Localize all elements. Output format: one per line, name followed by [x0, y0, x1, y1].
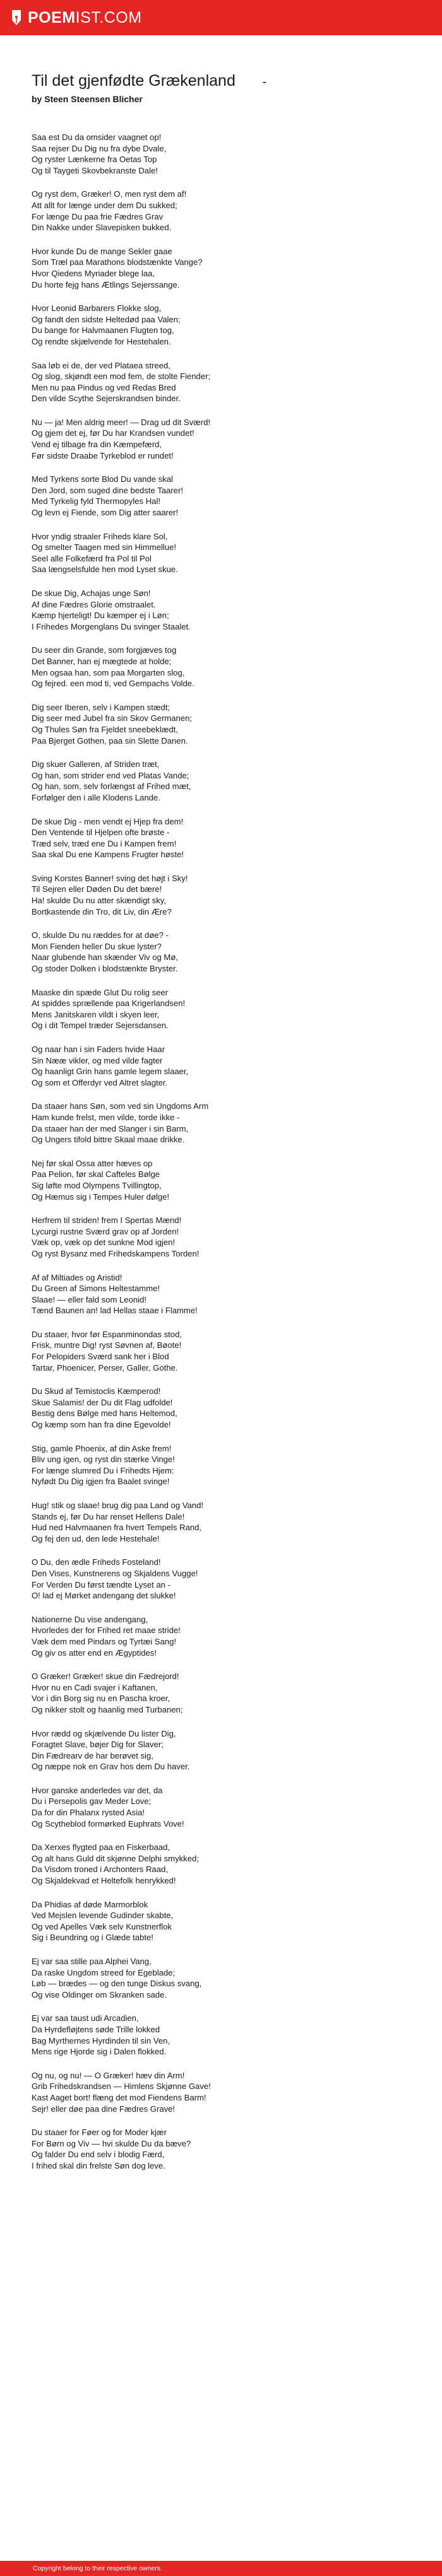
poem-line: Og som et Offerdyr ved Altret slagter. — [32, 1077, 168, 1087]
poem-line: Løb — brædes — og den tunge Diskus svang, — [32, 1979, 202, 1989]
poem-line: Kast Aaget bort! flæng det mod Fiendens Barm! — [32, 2092, 206, 2102]
poem-line: For Børn og Viv — hvi skulde Du da bæve? — [32, 2138, 191, 2148]
stanza — [32, 1443, 442, 1487]
poem-line: Og alt hans Guld dit skjønne Delphi smykked; — [32, 1853, 199, 1863]
poem-line: Paa Bjerget Gothen, paa sin Slette Danen. — [32, 735, 188, 746]
pen-nib-icon — [11, 9, 21, 26]
poem-line: De skue Dig, Achajas unge Søn! — [32, 588, 151, 598]
poem-line: Bag Myrthernes Hyrdinden til sin Ven, — [32, 2035, 170, 2046]
poem-line: Ha! skulde Du nu atter skændigt sky, — [32, 896, 166, 906]
poem-line: Du staaer for Føer og for Moder kjær — [32, 2128, 167, 2138]
poem-line: Kæmp hjerteligt! Du kæmper ej i Løn; — [32, 611, 169, 621]
poem-line: Da Phidias af døde Marmorblok — [32, 1899, 148, 1909]
poem-line: Væk dem med Pindars og Tyrtæi Sang! — [32, 1636, 177, 1646]
poem-line: Nationerne Du vise andengang, — [32, 1614, 148, 1624]
poem-line: Og smelter Taagen med sin Himmellue! — [32, 542, 176, 553]
poem-line: Ej var saa taust udi Arcadien, — [32, 2013, 139, 2023]
poem-line: Hug! stik og slaae! brug dig paa Land og Vand! — [32, 1501, 204, 1510]
poem-line: Og haanligt Grin hans gamle legem slaaer, — [32, 1067, 189, 1077]
poem-line: For længe slumred Du i Frihedts Hjem: — [32, 1465, 174, 1475]
poem-line: I Frihedes Morgenglans Du svinger Staalet. — [32, 621, 191, 631]
stanza — [32, 645, 442, 689]
stanza — [32, 360, 442, 404]
poem-line: Mens rige Hjorde sig i Dalen flokked. — [32, 2047, 167, 2057]
stanza — [32, 1272, 442, 1316]
poem-line: Og fejred. een mod ti, ved Gempachs Volde. — [32, 679, 194, 689]
poem-line: Skue Salamis! der Du dit Flag udfolde! — [32, 1397, 173, 1407]
poem-line: O Græker! Græker! skue din Fædrejord! — [32, 1671, 179, 1682]
poem-line: Med Tyrkelig fyld Thermopyles Hal! — [32, 496, 161, 506]
stanza — [32, 1785, 442, 1829]
poem-line: Din Fædrearv de har berøvet sig, — [32, 1750, 153, 1760]
poem-line: I frihed skal din frelste Søn dog leve. — [32, 2160, 165, 2170]
poem-line: Du bange for Halvmaanen Flugten tog, — [32, 325, 174, 336]
poem-container — [0, 72, 442, 2172]
stanza — [32, 1329, 442, 1373]
poem-line: Dig skuer Galleren, af Striden træt, — [32, 759, 160, 770]
stanza — [32, 759, 442, 803]
stanza — [32, 1842, 442, 1886]
poem-line: For Pelopiders Sværd sank her i Blod — [32, 1352, 169, 1362]
poem-line: Og slog, skjøndt een mod fem, de stolte Fiender; — [32, 372, 211, 382]
poem-line: Hvor rædd og skjælvende Du lister Dig, — [32, 1728, 176, 1738]
poem-line: Din Nakke under Slavepisken bukked. — [32, 223, 172, 233]
poem-line: Hvor yndig straaler Friheds klare Sol, — [32, 531, 168, 541]
poem-line: Og Thules Søn fra Fjeldet sneebeklædt, — [32, 724, 178, 734]
stanza — [32, 1614, 442, 1658]
poem-line: Af af Miltiades og Aristid! — [32, 1272, 122, 1282]
stanza — [32, 1215, 442, 1259]
poem-line: Og stoder Dolken i blodstænkte Bryster. — [32, 964, 178, 974]
poem-line: Og Skjaldekvad et Heltefolk henrykked! — [32, 1876, 176, 1886]
stanza — [32, 1500, 442, 1544]
poem-line: Sin Nææ vikler, og med vilde fagter — [32, 1055, 163, 1065]
poem-line: Og nu, og nu! — O Græker! hæv din Arm! — [32, 2070, 185, 2080]
stanza — [32, 189, 442, 233]
poem-line: Stands ej, før Du har renset Hellens Dale! — [32, 1511, 185, 1521]
poem-line: Saa længselsfulde hen mod Lyset skue. — [32, 565, 178, 575]
poem-line: Da staaer han der med Slanger i sin Barm, — [32, 1123, 189, 1133]
poem-line: Og Hæmus sig i Tempes Huler dølge! — [32, 1191, 170, 1202]
stanza — [32, 474, 442, 518]
poem-line: Nu — ja! Men aldrig meer! — Drag ud dit Sværd! — [32, 417, 211, 427]
logo-bold: POEM — [28, 8, 76, 26]
poem-line: Og i dit Tempel træder Sejersdansen. — [32, 1021, 169, 1031]
poem-line: Du seer din Grande, som forgjæves tog — [32, 645, 177, 655]
poem-line: Og fandt den sidste Heltedød paa Valen; — [32, 314, 181, 324]
poem-line: Som Træl paa Marathons blodstænkte Vange? — [32, 257, 203, 267]
poem-line: Hvor Leonid Barbarers Flokke slog, — [32, 303, 162, 313]
poem-line: Og gjem det ej, før Du har Krandsen vundet! — [32, 428, 194, 438]
stanza — [32, 2127, 442, 2171]
poem-line: Og nikker stolt og haanlig med Turbanen; — [32, 1704, 183, 1714]
poem-line: Mon Fienden heller Du skue lyster? — [32, 941, 162, 951]
poem-line: Den Vises, Kunstnerens og Skjaldens Vugge! — [32, 1568, 198, 1578]
poem-line: Hvor Qiedens Myriader blege laa, — [32, 268, 155, 278]
poem-line: Vor i din Borg sig nu en Pascha kroer, — [32, 1694, 170, 1704]
poem-line: Da raske Ungdom streed for Egeblade; — [32, 1967, 176, 1977]
poem-line: Saa est Du da omsider vaagnet op! — [32, 132, 162, 142]
stanza — [32, 1956, 442, 2000]
poem-line: Seel alle Folkefærd fra Pol til Pol — [32, 553, 152, 563]
poem-line: Men nu paa Pindus og ved Redas Bred — [32, 382, 176, 392]
poem-line: Sig løfte mod Olympens Tvillingtop, — [32, 1180, 162, 1190]
poem-line: At spiddes sprællende paa Krigerlandsen! — [32, 998, 186, 1009]
by-label: by — [32, 94, 42, 104]
poem-line: Ved Mejslen levende Gudinder skabte, — [32, 1911, 174, 1921]
poem-line: Den vilde Scythe Sejerskrandsen binder. — [32, 394, 181, 404]
poem-line: Og ryst Bysanz med Frihedskampens Torden! — [32, 1248, 200, 1258]
stanza — [32, 1728, 442, 1772]
poem-title: Til det gjenfødte Grækenland — [32, 72, 236, 90]
poem-line: Og falder Du end selv i blodig Færd, — [32, 2150, 165, 2160]
poem-line: Sig i Beundring og i Glæde tabte! — [32, 1933, 153, 1943]
stanza — [32, 1386, 442, 1430]
poem-line: Og næppe nok en Grav hos dem Du haver. — [32, 1762, 190, 1772]
poem-line: Ej var saa stille paa Alphei Vang, — [32, 1957, 152, 1966]
stanza — [32, 1557, 442, 1601]
copyright-text: Copyright belong to their respective owners. — [33, 2565, 162, 2572]
poem-line: Du horte fejg hans Ætlings Sejerssange. — [32, 279, 180, 290]
poem-line: Men ogsaa han, som paa Morgarten slog, — [32, 667, 185, 677]
poem-line: O Du, den ædle Friheds Fosteland! — [32, 1557, 161, 1567]
poem-line: O, skulde Du nu ræddes for at døe? - — [32, 930, 169, 940]
stanza — [32, 1899, 442, 1943]
poem-line: Foragtet Slave, bøjer Dig for Slaver; — [32, 1740, 164, 1750]
poem-line: Hvorledes der for Frihed ret maae stride! — [32, 1625, 181, 1636]
poem-line: Dig seer med Jubel fra sin Skov Germanen; — [32, 713, 192, 723]
footer — [0, 2561, 442, 2576]
site-logo-text — [28, 9, 142, 27]
stanza — [32, 1044, 442, 1088]
stanza — [32, 2070, 442, 2114]
top-bar — [0, 0, 442, 35]
poem-line: Dig seer Iberen, selv i Kampen stædt; — [32, 702, 170, 712]
poem-line: Og levn ej Fiende, som Dig atter saarer! — [32, 508, 179, 518]
poem-line: Til Sejren eller Døden Du det bære! — [32, 884, 162, 894]
poem-line: Og rendte skjælvende for Hestehalen. — [32, 336, 171, 346]
poem-line: Hvor kunde Du de mange Sekler gaae — [32, 246, 172, 256]
poem-line: Af dine Fædres Glorie omstraalet. — [32, 599, 156, 609]
poem-line: Stig, gamle Phoenix, af din Aske frem! — [32, 1443, 172, 1453]
poem-line: Træd selv, træd ene Du i Kampen frem! — [32, 838, 177, 848]
poem-line: Og naar han i sin Faders hvide Haar — [32, 1045, 165, 1054]
poem-line: Da Xerxes flygted paa en Fiskerbaad, — [32, 1842, 170, 1853]
stanza — [32, 132, 442, 176]
poem-line: Du Skud af Temistoclis Kæmperod! — [32, 1386, 161, 1396]
poem-line: Frisk, muntre Dig! ryst Søvnen af, Bøote! — [32, 1340, 182, 1350]
poem-line: Nyfødt Du Dig igjen fra Baalet svinge! — [32, 1477, 170, 1487]
poem-line: Vend ej tilbage fra din Kæmpefærd, — [32, 440, 162, 450]
poem-line: Og ryst dem, Græker! O, men ryst dem af! — [32, 189, 187, 199]
poem-line: Den Jord, som suged dine bedste Taarer! — [32, 485, 183, 495]
poem-line: Da Visdom troned i Archonters Raad, — [32, 1865, 168, 1875]
poem-line: Hvor nu en Cadi svajer i Kaftanen, — [32, 1682, 158, 1692]
poem-line: De skue Dig - men vendt ej Hjep fra dem! — [32, 816, 184, 826]
poem-line: For Verden Du først tændte Lyset an - — [32, 1579, 171, 1590]
author-name[interactable]: Steen Steensen Blicher — [44, 94, 143, 104]
poem-line: Og giv os atter end en Ægyptides! — [32, 1648, 157, 1658]
title-row — [32, 72, 266, 90]
poem-line: Nej før skal Ossa atter hæves op — [32, 1158, 153, 1168]
poem-line: Saa skal Du ene Kampens Frugter høste! — [32, 850, 184, 860]
poem-line: Slaae! — eller fald som Leonid! — [32, 1294, 146, 1304]
poem-line: Saa rejser Du Dig nu fra dybe Dvale, — [32, 143, 167, 153]
poem-line: Forfølger den i alle Klodens Lande. — [32, 792, 160, 802]
poem-line: Det Banner, han ej mægtede at holde; — [32, 656, 172, 666]
stanza — [32, 930, 442, 974]
stanza — [32, 303, 442, 347]
title-suffix: - — [262, 75, 266, 89]
poem-line: Og fej den ud, den lede Hestehale! — [32, 1533, 160, 1543]
poem-line: Maaske din spæde Glut Du rolig seer — [32, 987, 169, 997]
poem-line: Paa Pelion, før skal Cafteles Bølge — [32, 1169, 160, 1180]
site-logo[interactable] — [11, 9, 142, 27]
poem-line: Og Scytheblod formørked Euphrats Vove! — [32, 1818, 184, 1829]
poem-line: Hvor ganske anderledes var det, da — [32, 1785, 163, 1795]
poem-line: Før sidste Draabe Tyrkeblod er rundet! — [32, 450, 174, 460]
poem-body — [32, 132, 442, 2172]
poem-line: Herfrem til striden! frem I Spertas Mænd! — [32, 1215, 182, 1226]
stanza — [32, 816, 442, 860]
poem-line: O! lad ej Mørket andengang det slukke! — [32, 1591, 176, 1601]
poem-line: Da Hyrdefløjtens søde Trille lokked — [32, 2024, 160, 2034]
poem-line: Ham kunde frelst, men vilde, torde ikke - — [32, 1112, 180, 1122]
poem-line: Du staaer, hvor før Espanminondas stod, — [32, 1329, 182, 1339]
poem-line: Grib Frihedskrandsen — Himlens Skjønne Gave! — [32, 2081, 211, 2092]
poem-line: Saa løb ei de, der ved Plataea streed, — [32, 360, 170, 370]
byline — [32, 94, 442, 104]
logo-light: IST.COM — [75, 8, 142, 26]
stanza — [32, 588, 442, 632]
stanza — [32, 1101, 442, 1145]
poem-line: Mens Janitskaren vildt i skyen leer, — [32, 1009, 160, 1019]
stanza — [32, 2013, 442, 2057]
poem-line: Bortkastende din Tro, dit Liv, din Ære? — [32, 906, 172, 916]
poem-line: Da staaer hans Søn, som ved sin Ungdoms Arm — [32, 1101, 209, 1111]
stanza — [32, 531, 442, 575]
poem-line: Og ved Apelles Væk selv Kunstnerflok — [32, 1921, 172, 1931]
poem-line: Naar glubende han skænder Viv og Mø, — [32, 952, 178, 963]
stanza — [32, 246, 442, 290]
stanza — [32, 1671, 442, 1715]
poem-line: Den Ventende til Hjelpen ofte brøste - — [32, 828, 170, 838]
poem-line: Sving Korstes Banner! sving det højt i Sky! — [32, 873, 188, 883]
poem-line: Med Tyrkens sorte Blod Du vande skal — [32, 474, 173, 484]
stanza — [32, 417, 442, 461]
poem-line: Du Green af Simons Heltestamme! — [32, 1284, 160, 1294]
poem-line: Att allt for længe under dem Du sukked; — [32, 200, 177, 210]
poem-line: Og kæmp som han fra dine Egevolde! — [32, 1420, 171, 1430]
stanza — [32, 873, 442, 917]
stanza — [32, 987, 442, 1031]
poem-line: Bestig dens Bølge med hans Heltemod, — [32, 1408, 177, 1419]
poem-line: Og han, som strider end ved Platas Vande; — [32, 770, 189, 780]
poem-line: Og han, som, selv forlængst af Frihed mæt, — [32, 782, 191, 792]
poem-line: For længe Du paa frie Fædres Grav — [32, 211, 164, 221]
poem-line: Da for din Phalanx rysted Asia! — [32, 1808, 145, 1818]
poem-line: Tartar, Phoenicer, Perser, Galler, Gothe. — [32, 1362, 178, 1373]
poem-line: Væk op, væk op det sunkne Mod igjen! — [32, 1238, 176, 1248]
poem-line: Og til Taygeti Skovbekranste Dale! — [32, 165, 158, 175]
poem-line: Tænd Baunen an! lad Hellas staae i Flamme! — [32, 1306, 198, 1316]
poem-line: Lycurgi rustne Sværd grav op af Jorden! — [32, 1226, 179, 1236]
poem-line: Og Ungers tifold bittre Skaal maae drikke. — [32, 1135, 185, 1145]
poem-line: Sejr! eller døe paa dine Fædres Grave! — [32, 2104, 176, 2114]
poem-line: Du i Persepolis gav Meder Love; — [32, 1796, 152, 1806]
stanza — [32, 702, 442, 746]
poem-line: Og ryster Lænkerne fra Oetas Top — [32, 155, 157, 165]
poem-line: Hud ned Halvmaanen fra hvert Tempels Rand, — [32, 1523, 202, 1533]
poem-line: Og vise Oldinger om Skranken sade. — [32, 1989, 167, 1999]
poem-line: Bliv ung igen, og ryst din stærke Vinge! — [32, 1455, 175, 1465]
stanza — [32, 1158, 442, 1202]
